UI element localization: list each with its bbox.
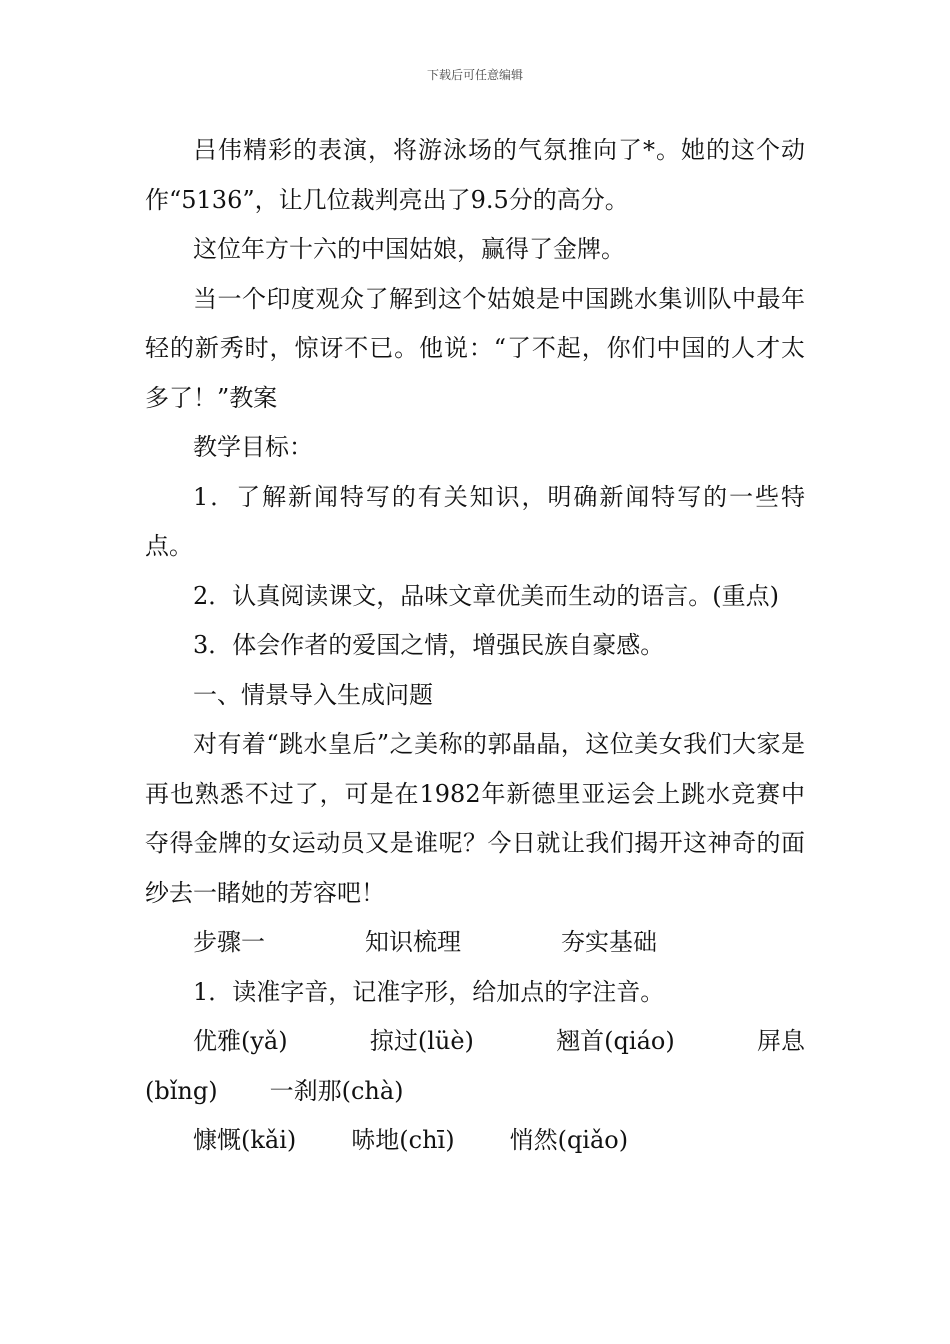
pinyin-item: 慷慨(kǎi) xyxy=(193,1126,297,1154)
step-topic: 知识梳理 xyxy=(365,928,461,956)
teaching-goals-heading: 教学目标： xyxy=(193,433,313,461)
pinyin-item: 掠过(lüè) xyxy=(369,1027,474,1055)
pinyin-item: 优雅(yǎ) xyxy=(193,1027,288,1055)
paragraph-indian-audience: 当一个印度观众了解到这个姑娘是中国跳水集训队中最年轻的新秀时，惊讶不已。他说：“了不起，你们中国的人才太多了！”教案 xyxy=(145,284,805,412)
goal-item-3: 3．体会作者的爱国之情，增强民族自豪感。 xyxy=(193,631,665,659)
page-header: 下载后可任意编辑 xyxy=(426,68,523,82)
paragraph-gold-medal: 这位年方十六的中国姑娘，赢得了金牌。 xyxy=(193,235,625,263)
pinyin-item: 屏息 xyxy=(756,1027,805,1055)
goal-item-1: 1．了解新闻特写的有关知识，明确新闻特写的一些特点。 xyxy=(145,482,805,560)
pinyin-item: 翘首(qiáo) xyxy=(556,1027,675,1055)
pinyin-item: 一刹那(chà) xyxy=(269,1076,404,1105)
pinyin-row-3 xyxy=(145,1116,805,1166)
pinyin-item: 哧地(chī) xyxy=(351,1126,455,1154)
step-label: 步骤一 xyxy=(193,928,265,956)
goal-item-2: 2．认真阅读课文，品味文章优美而生动的语言。(重点) xyxy=(193,581,779,610)
pinyin-row-1 xyxy=(145,1017,805,1067)
step-goal: 夯实基础 xyxy=(561,928,657,956)
exercise-instruction: 1．读准字音，记准字形，给加点的字注音。 xyxy=(193,977,665,1006)
pinyin-row-2 xyxy=(145,1067,805,1117)
paragraph-performance: 吕伟精彩的表演，将游泳场的气氛推向了*。她的这个动作“5136”，让几位裁判亮出了9.5分的高分。 xyxy=(145,136,805,214)
step-heading xyxy=(145,918,805,968)
document-body xyxy=(145,126,805,1166)
paragraph-intro: 对有着“跳水皇后”之美称的郭晶晶，这位美女我们大家是再也熟悉不过了，可是在1982年新德里亚运会上跳水竞赛中夺得金牌的女运动员又是谁呢？今日就让我们揭开这神奇的面纱去一睹她的芳容吧！ xyxy=(145,730,805,907)
pinyin-item: 悄然(qiǎo) xyxy=(509,1126,629,1154)
section-heading-intro: 一、情景导入生成问题 xyxy=(193,680,433,709)
pinyin-item: (bǐng) xyxy=(145,1076,218,1105)
